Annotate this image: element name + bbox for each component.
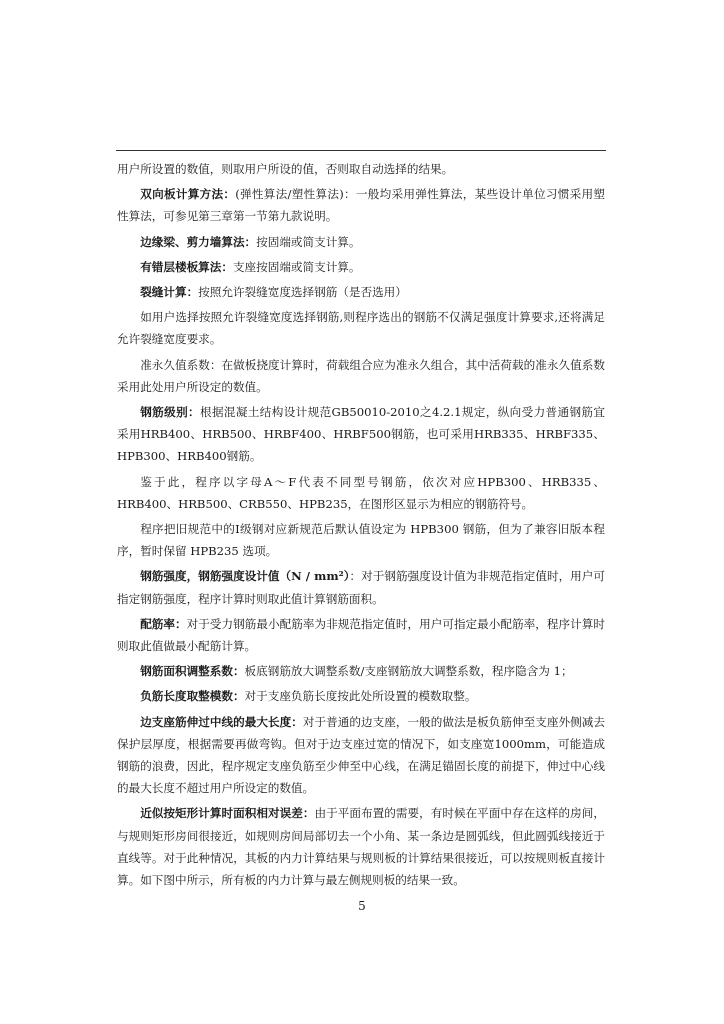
- paragraph-text: 准永久值系数：在做板挠度计算时，荷载组合应为准永久组合，其中活荷载的准永久值系数采用此处用户所设定的数值。: [117, 357, 605, 394]
- paragraph-text: 对于受力钢筋最小配筋率为非规范指定值时，用户可指定最小配筋率，程序计算时则取此值做最小配筋计算。: [117, 616, 605, 654]
- paragraph-15: [117, 711, 605, 800]
- paragraph-text: 根据混凝土结构设计规范GB50010-2010之4.2.1规定，纵向受力普通钢筋宜采用HRB400、HRB500、HRBF400、HRBF500钢筋，也可采用HRB335、HRBF335、HPB300、HRB400钢筋。: [117, 405, 605, 464]
- body-text: [117, 158, 605, 894]
- paragraph-heading: 边缘梁、剪力墙算法：: [140, 234, 257, 249]
- paragraph-heading: 配筋率：: [140, 616, 187, 631]
- paragraph-16: [117, 802, 605, 891]
- paragraph-heading: 钢筋面积调整系数：: [140, 664, 245, 679]
- paragraph-3: [117, 231, 605, 253]
- paragraph-8: [117, 401, 605, 468]
- paragraph-text: 板底钢筋放大调整系数/支座钢筋放大调整系数，程序隐含为 1；: [244, 664, 573, 679]
- paragraph-text: 支座按固端或简支计算。: [232, 259, 361, 274]
- paragraph-text: 用户所设置的数值，则取用户所设的值，否则取自动选择的结果。: [117, 162, 454, 176]
- paragraph-14: [117, 685, 605, 707]
- paragraph-7: [117, 354, 605, 398]
- paragraph-1: [117, 158, 605, 180]
- paragraph-12: [117, 613, 605, 657]
- paragraph-heading: 负筋长度取整模数：: [140, 689, 245, 704]
- paragraph-10: [117, 518, 605, 562]
- paragraph-text: (弹性算法/塑性算法)：一般均采用弹性算法，某些设计单位习惯采用塑性算法，可参见第三章第一节第九款说明。: [117, 187, 605, 224]
- paragraph-6: [117, 306, 605, 350]
- paragraph-13: [117, 660, 605, 682]
- paragraph-text: 程序把旧规范中的Ⅰ级钢对应新规范后默认值设定为 HPB300 钢筋，但为了兼容旧版本程序，暂时保留 HPB235 选项。: [117, 522, 605, 559]
- paragraph-4: [117, 256, 605, 278]
- paragraph-text: 如用户选择按照允许裂缝宽度选择钢筋,则程序选出的钢筋不仅满足强度计算要求,还将满足允许裂缝宽度要求。: [117, 310, 605, 347]
- paragraph-9: [117, 471, 605, 515]
- paragraph-heading: 钢筋级别：: [140, 405, 200, 420]
- paragraph-2: [117, 183, 605, 227]
- paragraph-heading: 近似按矩形计算时面积相对误差：: [140, 806, 315, 821]
- paragraph-text: 对于支座负筋长度按此处所设置的模数取整。: [244, 689, 477, 704]
- paragraph-text: ：对于钢筋强度设计值为非规范指定值时，用户可指定钢筋强度，程序计算时则取此值计算钢筋面积。: [117, 569, 605, 606]
- paragraph-heading: 双向板计算方法：: [140, 187, 236, 202]
- paragraph-text: 按固端或简支计算。: [256, 234, 361, 249]
- paragraph-text: 对于普通的边支座，一般的做法是板负筋伸至支座外侧减去保护层厚度，根据需要再做弯钩。但对于边支座过宽的情况下，如支座宽1000mm，可能造成钢筋的浪费，因此，程序规定支座负筋至少伸至中心线，在满足锚固长度的前提下，伸过中心线的最大长度不超过用户所设定的数值。: [117, 714, 605, 796]
- paragraph-heading: 裂缝计算：: [140, 285, 199, 300]
- page-number: 5: [358, 899, 366, 913]
- paragraph-text: 由于平面布置的需要，有时候在平面中存在这样的房间，与规则矩形房间很接近，如规则房间局部切去一个小角、某一条边是圆弧线，但此圆弧线接近于直线等。对于此种情况，其板的内力计算结果与规则板的计算结果很接近，可以按规则板直接计算。如下图中所示，所有板的内力计算与最左侧规则板的结果一致。: [117, 806, 605, 888]
- paragraph-11: [117, 565, 605, 609]
- paragraph-heading: 边支座筋伸过中线的最大长度：: [140, 714, 303, 729]
- header-rule: [116, 150, 606, 151]
- paragraph-heading: 钢筋强度，钢筋强度设计值（N / mm²）: [140, 569, 350, 584]
- paragraph-text: 鉴于此，程序以字母A～F代表不同型号钢筋，依次对应HPB300、HRB335、HRB400、HRB500、CRB550、HPB235，在图形区显示为相应的钢筋符号。: [117, 474, 605, 511]
- paragraph-heading: 有错层楼板算法：: [140, 259, 233, 274]
- paragraph-text: 按照允许裂缝宽度选择钢筋（是否选用）: [198, 285, 407, 300]
- paragraph-5: [117, 281, 605, 303]
